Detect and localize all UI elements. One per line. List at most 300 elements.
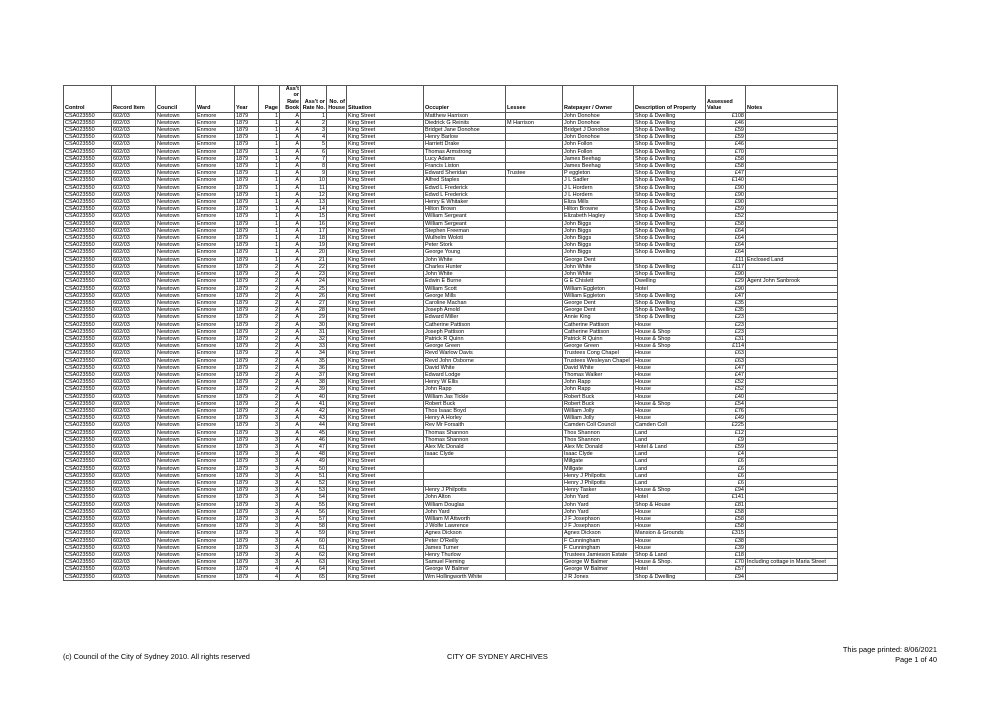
cell-assessed-value: £47 [706, 170, 746, 177]
cell-record-item: 602/03 [112, 379, 156, 386]
table-row [64, 184, 838, 191]
cell-ratepayer: Robert Buck [563, 393, 634, 400]
cell-rate-book: A [280, 213, 301, 220]
cell-rate-no: 15 [301, 213, 327, 220]
cell-ratepayer: George Dent [563, 299, 634, 306]
cell-house-no [327, 256, 347, 263]
cell-rate-no: 28 [301, 307, 327, 314]
table-row [64, 134, 838, 141]
table-row [64, 400, 838, 407]
table-row [64, 494, 838, 501]
cell-record-item: 602/03 [112, 299, 156, 306]
cell-record-item: 602/03 [112, 148, 156, 155]
cell-rate-book: A [280, 307, 301, 314]
cell-rate-book: A [280, 199, 301, 206]
cell-situation: King Street [347, 552, 424, 559]
cell-rate-no: 7 [301, 155, 327, 162]
cell-notes [746, 199, 838, 206]
cell-ward: Enmore [196, 163, 235, 170]
cell-description: Shop & Dwelling [634, 271, 706, 278]
table-row [64, 415, 838, 422]
cell-record-item: 602/03 [112, 487, 156, 494]
cell-year: 1879 [235, 148, 259, 155]
cell-rate-no: 36 [301, 364, 327, 371]
cell-house-no [327, 242, 347, 249]
cell-lessee [506, 487, 563, 494]
cell-description: Shop & Dwelling [634, 307, 706, 314]
cell-lessee [506, 184, 563, 191]
table-row [64, 127, 838, 134]
cell-council: Newtown [156, 537, 196, 544]
cell-house-no [327, 523, 347, 530]
cell-rate-no: 17 [301, 227, 327, 234]
cell-council: Newtown [156, 350, 196, 357]
cell-control: CSA023550 [64, 206, 112, 213]
cell-occupier: William Douglas [424, 501, 506, 508]
cell-lessee [506, 379, 563, 386]
cell-house-no [327, 199, 347, 206]
cell-record-item: 602/03 [112, 112, 156, 119]
cell-rate-book: A [280, 537, 301, 544]
cell-description: Shop & Dwelling [634, 155, 706, 162]
col-header-ward: Ward [196, 86, 235, 113]
cell-occupier: Lucy Adams [424, 155, 506, 162]
cell-page: 2 [259, 407, 280, 414]
cell-ratepayer: John White [563, 263, 634, 270]
table-row [64, 552, 838, 559]
cell-year: 1879 [235, 127, 259, 134]
cell-control: CSA023550 [64, 371, 112, 378]
cell-ratepayer: John Follon [563, 141, 634, 148]
cell-year: 1879 [235, 299, 259, 306]
cell-house-no [327, 141, 347, 148]
cell-occupier [424, 458, 506, 465]
cell-council: Newtown [156, 386, 196, 393]
cell-rate-no: 1 [301, 112, 327, 119]
cell-page: 3 [259, 415, 280, 422]
cell-year: 1879 [235, 508, 259, 515]
cell-record-item: 602/03 [112, 155, 156, 162]
cell-ward: Enmore [196, 127, 235, 134]
cell-council: Newtown [156, 184, 196, 191]
cell-lessee [506, 263, 563, 270]
cell-control: CSA023550 [64, 472, 112, 479]
cell-occupier: James Turner [424, 544, 506, 551]
table-row [64, 199, 838, 206]
cell-ratepayer: J L Sadler [563, 177, 634, 184]
cell-ratepayer: William Eggleton [563, 292, 634, 299]
cell-control: CSA023550 [64, 213, 112, 220]
cell-lessee [506, 364, 563, 371]
cell-occupier: Edward Lodge [424, 371, 506, 378]
cell-situation: King Street [347, 163, 424, 170]
cell-assessed-value: £58 [706, 163, 746, 170]
cell-year: 1879 [235, 458, 259, 465]
cell-situation: King Street [347, 350, 424, 357]
cell-situation: King Street [347, 134, 424, 141]
cell-situation: King Street [347, 357, 424, 364]
cell-ward: Enmore [196, 148, 235, 155]
table-row [64, 407, 838, 414]
cell-rate-book: A [280, 134, 301, 141]
cell-control: CSA023550 [64, 321, 112, 328]
cell-rate-book: A [280, 523, 301, 530]
cell-assessed-value: £23 [706, 321, 746, 328]
cell-notes [746, 299, 838, 306]
cell-ward: Enmore [196, 516, 235, 523]
cell-control: CSA023550 [64, 544, 112, 551]
cell-description: Mansion & Grounds [634, 530, 706, 537]
cell-ratepayer: Isaac Clyde [563, 451, 634, 458]
cell-ratepayer: F Cunningham [563, 544, 634, 551]
cell-record-item: 602/03 [112, 350, 156, 357]
cell-description: House [634, 379, 706, 386]
cell-lessee [506, 213, 563, 220]
cell-house-no [327, 516, 347, 523]
cell-rate-no: 24 [301, 278, 327, 285]
cell-lessee [506, 206, 563, 213]
cell-control: CSA023550 [64, 191, 112, 198]
cell-rate-book: A [280, 227, 301, 234]
cell-house-no [327, 494, 347, 501]
cell-description: House [634, 357, 706, 364]
cell-page: 2 [259, 292, 280, 299]
cell-record-item: 602/03 [112, 263, 156, 270]
cell-occupier: Francis Liston [424, 163, 506, 170]
cell-ratepayer: John White [563, 271, 634, 278]
cell-lessee [506, 335, 563, 342]
cell-house-no [327, 170, 347, 177]
copyright-notice: (c) Council of the City of Sydney 2010. All rights reserved [63, 652, 250, 661]
cell-notes [746, 400, 838, 407]
cell-ratepayer: John Donohoe [563, 119, 634, 126]
cell-record-item: 602/03 [112, 127, 156, 134]
cell-description: House [634, 350, 706, 357]
cell-situation: King Street [347, 443, 424, 450]
cell-rate-no: 60 [301, 537, 327, 544]
cell-notes [746, 335, 838, 342]
cell-assessed-value: £140 [706, 177, 746, 184]
cell-description: Land [634, 479, 706, 486]
cell-control: CSA023550 [64, 487, 112, 494]
cell-control: CSA023550 [64, 494, 112, 501]
cell-record-item: 602/03 [112, 213, 156, 220]
cell-control: CSA023550 [64, 299, 112, 306]
cell-occupier: John White [424, 256, 506, 263]
cell-occupier: William M Attworth [424, 516, 506, 523]
cell-description: House [634, 407, 706, 414]
cell-rate-no: 62 [301, 552, 327, 559]
cell-record-item: 602/03 [112, 371, 156, 378]
cell-year: 1879 [235, 379, 259, 386]
cell-house-no [327, 328, 347, 335]
cell-council: Newtown [156, 407, 196, 414]
cell-occupier: Edwd L Frederick [424, 191, 506, 198]
cell-record-item: 602/03 [112, 278, 156, 285]
cell-control: CSA023550 [64, 328, 112, 335]
cell-rate-book: A [280, 371, 301, 378]
cell-house-no [327, 407, 347, 414]
cell-notes [746, 386, 838, 393]
table-row [64, 386, 838, 393]
cell-page: 3 [259, 458, 280, 465]
cell-record-item: 602/03 [112, 422, 156, 429]
cell-rate-book: A [280, 436, 301, 443]
cell-house-no [327, 206, 347, 213]
cell-notes [746, 249, 838, 256]
cell-notes [746, 127, 838, 134]
cell-occupier: Thos Isaac Boyd [424, 407, 506, 414]
table-row [64, 328, 838, 335]
cell-house-no [327, 465, 347, 472]
cell-notes [746, 235, 838, 242]
cell-control: CSA023550 [64, 278, 112, 285]
cell-assessed-value: £63 [706, 357, 746, 364]
cell-page: 1 [259, 191, 280, 198]
cell-rate-book: A [280, 552, 301, 559]
cell-rate-book: A [280, 429, 301, 436]
cell-control: CSA023550 [64, 112, 112, 119]
cell-description: House [634, 371, 706, 378]
cell-lessee [506, 508, 563, 515]
col-header-situation: Situation [347, 86, 424, 113]
cell-year: 1879 [235, 393, 259, 400]
cell-ward: Enmore [196, 559, 235, 566]
cell-ward: Enmore [196, 263, 235, 270]
table-row [64, 292, 838, 299]
cell-lessee [506, 155, 563, 162]
cell-page: 1 [259, 112, 280, 119]
cell-lessee [506, 199, 563, 206]
cell-control: CSA023550 [64, 552, 112, 559]
cell-control: CSA023550 [64, 451, 112, 458]
cell-assessed-value: £6 [706, 458, 746, 465]
cell-page: 3 [259, 472, 280, 479]
cell-record-item: 602/03 [112, 400, 156, 407]
table-row [64, 242, 838, 249]
cell-rate-book: A [280, 271, 301, 278]
cell-rate-book: A [280, 364, 301, 371]
cell-house-no [327, 573, 347, 580]
cell-page: 3 [259, 530, 280, 537]
cell-description: House [634, 523, 706, 530]
cell-year: 1879 [235, 335, 259, 342]
table-row [64, 119, 838, 126]
cell-description: Shop & Dwelling [634, 314, 706, 321]
cell-occupier: Caroline Machan [424, 299, 506, 306]
cell-ward: Enmore [196, 422, 235, 429]
cell-house-no [327, 544, 347, 551]
cell-occupier: William Jas Tickle [424, 393, 506, 400]
table-row [64, 429, 838, 436]
cell-council: Newtown [156, 285, 196, 292]
cell-rate-no: 11 [301, 184, 327, 191]
cell-control: CSA023550 [64, 127, 112, 134]
cell-notes [746, 119, 838, 126]
cell-year: 1879 [235, 537, 259, 544]
cell-control: CSA023550 [64, 566, 112, 573]
cell-situation: King Street [347, 112, 424, 119]
table-row [64, 537, 838, 544]
cell-rate-book: A [280, 573, 301, 580]
cell-ward: Enmore [196, 379, 235, 386]
cell-page: 2 [259, 321, 280, 328]
cell-notes [746, 220, 838, 227]
cell-situation: King Street [347, 400, 424, 407]
cell-ratepayer: Patrick R Quinn [563, 335, 634, 342]
cell-situation: King Street [347, 436, 424, 443]
cell-occupier: Catherine Pattison [424, 321, 506, 328]
cell-council: Newtown [156, 307, 196, 314]
cell-rate-book: A [280, 544, 301, 551]
table-body [64, 112, 838, 580]
cell-lessee [506, 530, 563, 537]
cell-record-item: 602/03 [112, 256, 156, 263]
cell-council: Newtown [156, 314, 196, 321]
cell-occupier: William Sergeant [424, 220, 506, 227]
cell-description: Shop & Dwelling [634, 249, 706, 256]
cell-situation: King Street [347, 566, 424, 573]
cell-lessee [506, 249, 563, 256]
cell-rate-no: 20 [301, 249, 327, 256]
col-header-rate-no: Ass't or Rate No. [301, 86, 327, 113]
cell-situation: King Street [347, 458, 424, 465]
cell-council: Newtown [156, 141, 196, 148]
print-date: This page printed: 8/06/2021 [842, 645, 937, 654]
cell-page: 2 [259, 328, 280, 335]
cell-council: Newtown [156, 429, 196, 436]
table-row [64, 508, 838, 515]
cell-ratepayer: George W Balmer [563, 566, 634, 573]
cell-description: Shop & Dwelling [634, 141, 706, 148]
cell-council: Newtown [156, 451, 196, 458]
cell-description: House & Shop [634, 400, 706, 407]
cell-occupier: William Scott [424, 285, 506, 292]
cell-description: Shop & Dwelling [634, 199, 706, 206]
cell-occupier: Peter O'Reilly [424, 537, 506, 544]
cell-occupier: Henry E Whitaker [424, 199, 506, 206]
cell-page: 1 [259, 206, 280, 213]
table-row [64, 335, 838, 342]
cell-occupier: Samuel Fleming [424, 559, 506, 566]
cell-assessed-value: £64 [706, 249, 746, 256]
cell-description: Land [634, 429, 706, 436]
cell-rate-no: 50 [301, 465, 327, 472]
cell-lessee [506, 328, 563, 335]
cell-rate-no: 6 [301, 148, 327, 155]
cell-situation: King Street [347, 191, 424, 198]
cell-record-item: 602/03 [112, 343, 156, 350]
cell-rate-book: A [280, 566, 301, 573]
cell-rate-book: A [280, 285, 301, 292]
cell-year: 1879 [235, 364, 259, 371]
table-row [64, 307, 838, 314]
cell-rate-book: A [280, 443, 301, 450]
cell-page: 1 [259, 127, 280, 134]
cell-page: 3 [259, 559, 280, 566]
cell-house-no [327, 537, 347, 544]
cell-occupier [424, 472, 506, 479]
cell-year: 1879 [235, 357, 259, 364]
cell-assessed-value: £70 [706, 148, 746, 155]
cell-ward: Enmore [196, 537, 235, 544]
table-row [64, 206, 838, 213]
cell-year: 1879 [235, 407, 259, 414]
cell-rate-no: 46 [301, 436, 327, 443]
cell-ratepayer: J F Josephson [563, 516, 634, 523]
table-row [64, 155, 838, 162]
col-header-ratepayer: Ratepayer / Owner [563, 86, 634, 113]
cell-situation: King Street [347, 299, 424, 306]
cell-situation: King Street [347, 285, 424, 292]
cell-rate-no: 19 [301, 242, 327, 249]
cell-ratepayer: Henry Tasker [563, 487, 634, 494]
cell-record-item: 602/03 [112, 552, 156, 559]
cell-occupier: George Young [424, 249, 506, 256]
cell-occupier: David White [424, 364, 506, 371]
cell-description: Shop & Dwelling [634, 299, 706, 306]
cell-year: 1879 [235, 263, 259, 270]
cell-year: 1879 [235, 573, 259, 580]
cell-record-item: 602/03 [112, 508, 156, 515]
cell-occupier: Revd Warlow Davis [424, 350, 506, 357]
cell-ratepayer: Eliza Mills [563, 199, 634, 206]
cell-lessee [506, 278, 563, 285]
cell-ward: Enmore [196, 494, 235, 501]
cell-lessee [506, 314, 563, 321]
table-row [64, 249, 838, 256]
cell-ratepayer: J L Hordern [563, 191, 634, 198]
cell-notes [746, 508, 838, 515]
cell-rate-no: 43 [301, 415, 327, 422]
cell-assessed-value: £108 [706, 112, 746, 119]
cell-lessee [506, 307, 563, 314]
cell-ratepayer: Alex Mc Donald [563, 443, 634, 450]
cell-year: 1879 [235, 314, 259, 321]
cell-page: 2 [259, 343, 280, 350]
cell-year: 1879 [235, 177, 259, 184]
cell-control: CSA023550 [64, 386, 112, 393]
cell-rate-no: 63 [301, 559, 327, 566]
cell-situation: King Street [347, 472, 424, 479]
cell-rate-book: A [280, 328, 301, 335]
table-row [64, 573, 838, 580]
cell-ratepayer: John Yard [563, 501, 634, 508]
cell-lessee [506, 271, 563, 278]
cell-rate-book: A [280, 393, 301, 400]
cell-description: Shop & Dwelling [634, 227, 706, 234]
cell-description: House [634, 415, 706, 422]
cell-situation: King Street [347, 364, 424, 371]
cell-council: Newtown [156, 199, 196, 206]
cell-assessed-value: £47 [706, 292, 746, 299]
cell-rate-no: 32 [301, 335, 327, 342]
cell-record-item: 602/03 [112, 479, 156, 486]
cell-description: Shop & Dwelling [634, 119, 706, 126]
cell-house-no [327, 191, 347, 198]
cell-council: Newtown [156, 220, 196, 227]
cell-house-no [327, 235, 347, 242]
cell-ward: Enmore [196, 429, 235, 436]
cell-year: 1879 [235, 235, 259, 242]
col-header-control: Control [64, 86, 112, 113]
cell-occupier: Alex Mc Donald [424, 443, 506, 450]
cell-year: 1879 [235, 400, 259, 407]
cell-year: 1879 [235, 242, 259, 249]
cell-description: House [634, 321, 706, 328]
cell-control: CSA023550 [64, 530, 112, 537]
cell-lessee [506, 343, 563, 350]
